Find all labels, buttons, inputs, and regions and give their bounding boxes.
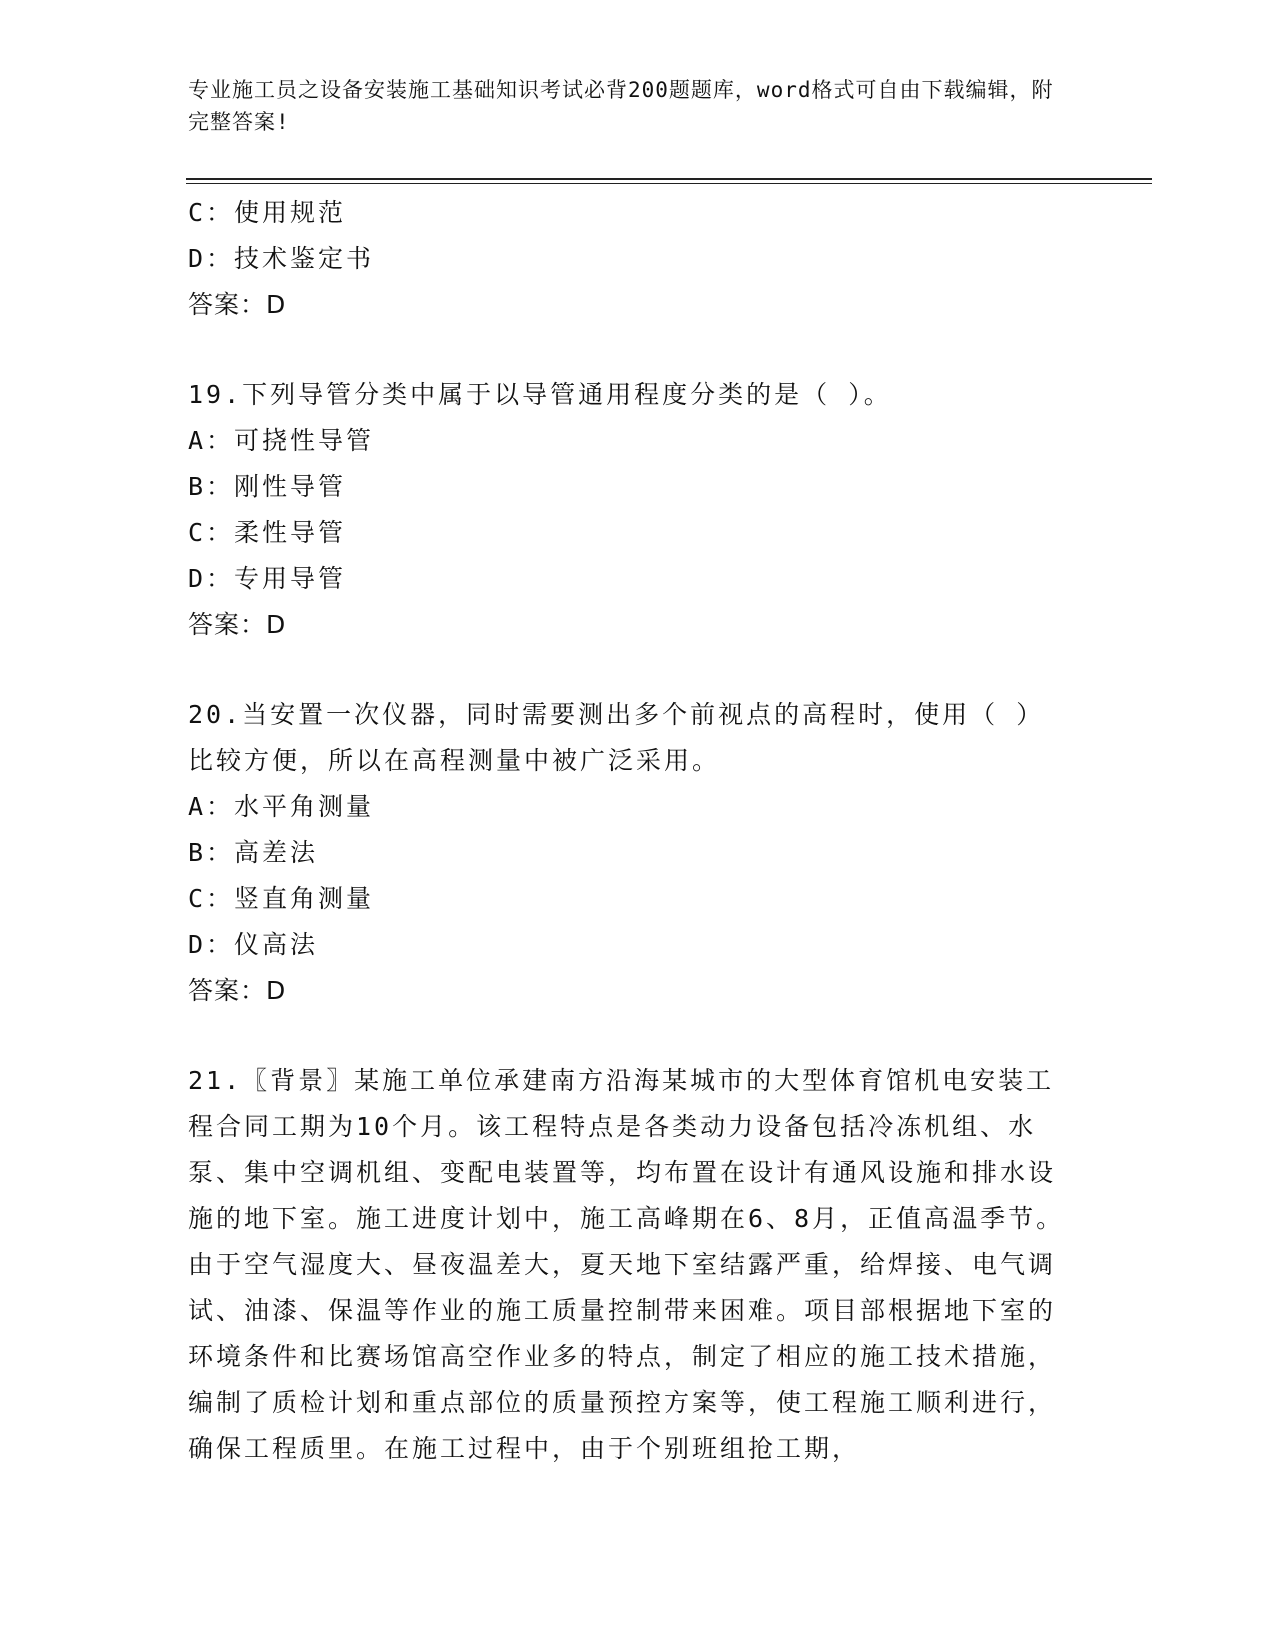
header-title: 专业施工员之设备安装施工基础知识考试必背200题题库，word格式可自由下载编辑，附完整答案! <box>188 78 1054 134</box>
question-18-tail <box>188 190 1088 328</box>
header-rule-thick <box>186 178 1152 180</box>
spacer <box>188 648 1088 692</box>
document-body <box>188 190 1088 1472</box>
answer: 答案：D <box>188 976 287 1005</box>
option-b: B：高差法 <box>188 838 319 867</box>
option-a: A：可挠性导管 <box>188 426 375 455</box>
option-a: A：水平角测量 <box>188 792 375 821</box>
option-d: D：技术鉴定书 <box>188 244 375 273</box>
spacer <box>188 328 1088 372</box>
question-19 <box>188 372 1088 648</box>
question-20 <box>188 692 1088 1014</box>
answer: 答案：D <box>188 610 287 639</box>
page-header <box>188 74 1068 138</box>
option-d: D：仪高法 <box>188 930 319 959</box>
header-rule-thin <box>186 183 1152 184</box>
spacer <box>188 1014 1088 1058</box>
question-21 <box>188 1058 1088 1472</box>
question-text: 20.当安置一次仪器，同时需要测出多个前视点的高程时，使用（ ）比较方便，所以在高程测量中被广泛采用。 <box>188 700 1045 775</box>
option-d: D：专用导管 <box>188 564 347 593</box>
option-c: C：竖直角测量 <box>188 884 375 913</box>
option-c: C：柔性导管 <box>188 518 347 547</box>
answer: 答案：D <box>188 290 287 319</box>
option-b: B：刚性导管 <box>188 472 347 501</box>
question-text: 19.下列导管分类中属于以导管通用程度分类的是（ ）。 <box>188 380 892 409</box>
option-c: C：使用规范 <box>188 198 347 227</box>
question-text: 21.〖背景〗某施工单位承建南方沿海某城市的大型体育馆机电安装工程合同工期为10个月。该工程特点是各类动力设备包括冷冻机组、水泵、集中空调机组、变配电装置等，均布置在设计有通风设施和排水设施的地下室。施工进度计划中，施工高峰期在6、8月，正值高温季节。由于空气湿度大、昼夜温差大，夏天地下室结露严重，给焊接、电气调试、油漆、保温等作业的施工质量控制带来困难。项目部根据地下室的环境条件和比赛场馆高空作业多的特点，制定了相应的施工技术措施，编制了质检计划和重点部位的质量预控方案等，使工程施工顺利进行，确保工程质里。在施工过程中，由于个别班组抢工期， <box>188 1066 1065 1463</box>
